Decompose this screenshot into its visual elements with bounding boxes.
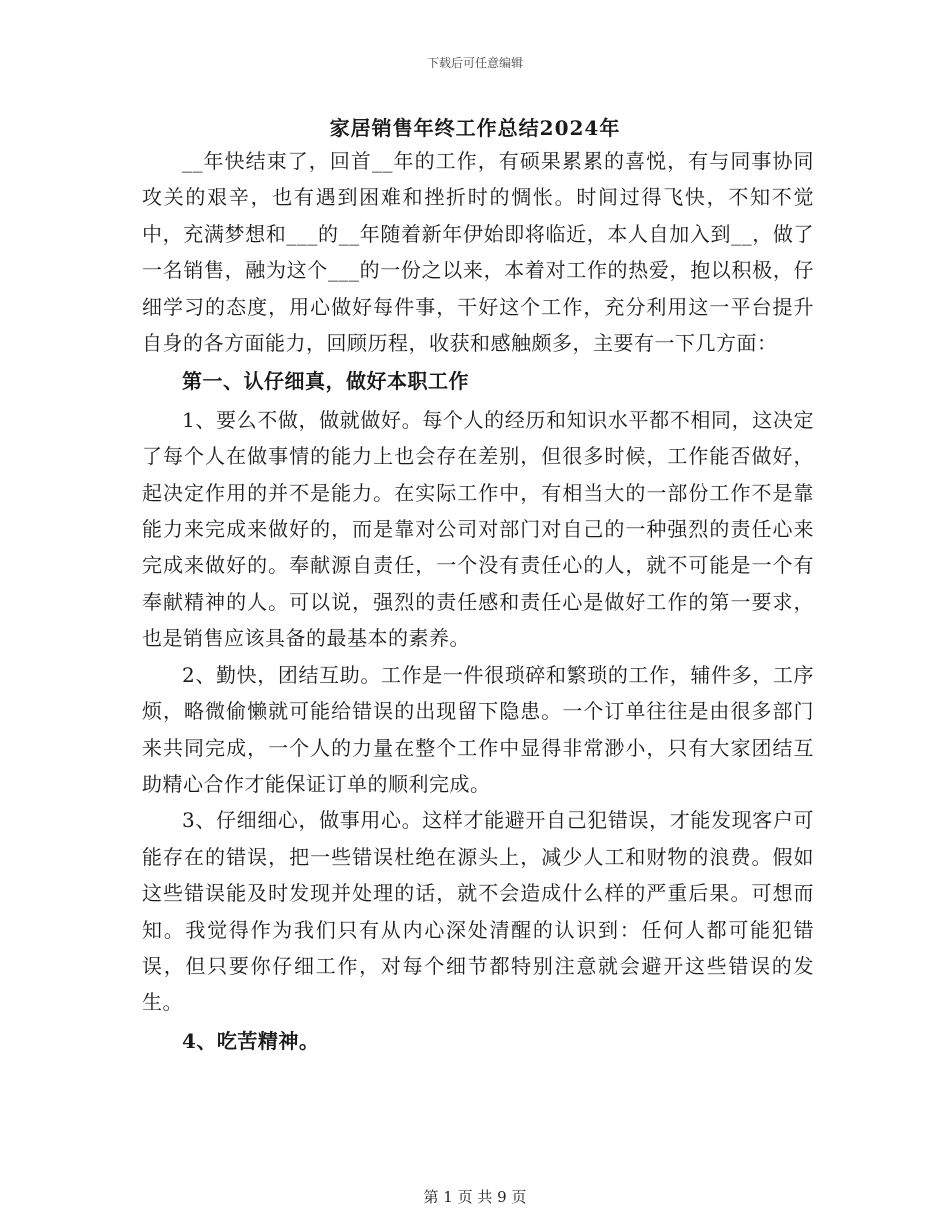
body-paragraph: 3、仔细细心，做事用心。这样才能避开自己犯错误，才能发现客户可能存在的错误，把一些错误杜绝在源头上，减少人工和财物的浪费。假如这些错误能及时发现并处理的话，就不会造成什么样的严重后果。可想而知。我觉得作为我们只有从内心深处清醒的认识到：任何人都可能犯错误，但只要你仔细工作，对每个细节都特别注意就会避开这些错误的发生。 xyxy=(142,808,814,1015)
document-body xyxy=(142,143,814,1061)
body-paragraph: 2、勤快，团结互助。工作是一件很琐碎和繁琐的工作，辅件多，工序烦，略微偷懒就可能给错误的出现留下隐患。一个订单往往是由很多部门来共同完成，一个人的力量在整个工作中显得非常渺小，只有大家团结互助精心合作才能保证订单的顺利完成。 xyxy=(142,662,814,796)
section-heading: 第一、认仔细真，做好本职工作 xyxy=(182,369,469,394)
page-footer: 第 1 页 共 9 页 xyxy=(423,1188,527,1206)
body-paragraph: 1、要么不做，做就做好。每个人的经历和知识水平都不相同，这决定了每个人在做事情的能力上也会存在差别，但很多时候，工作能否做好，起决定作用的并不是能力。在实际工作中，有相当大的一部份工作不是靠能力来完成来做好的，而是靠对公司对部门对自己的一种强烈的责任心来完成来做好的。奉献源自责任，一个没有责任心的人，就不可能是一个有奉献精神的人。可以说，强烈的责任感和责任心是做好工作的第一要求，也是销售应该具备的最基本的素养。 xyxy=(142,407,814,651)
intro-paragraph: __年快结束了，回首__年的工作，有硕果累累的喜悦，有与同事协同攻关的艰辛，也有遇到困难和挫折时的惆怅。时间过得飞快，不知不觉中，充满梦想和___的__年随着新年伊始即将临近，本人自加入到__，做了一名销售，融为这个___的一份之以来，本着对工作的热爱，抱以积极，仔细学习的态度，用心做好每件事，干好这个工作，充分利用这一平台提升自身的各方面能力，回顾历程，收获和感触颇多，主要有一下几方面： xyxy=(142,149,814,356)
document-title: 家居销售年终工作总结2024年 xyxy=(329,116,621,140)
header-note: 下载后可任意编辑 xyxy=(426,56,523,70)
section-heading: 4、吃苦精神。 xyxy=(182,1028,320,1053)
